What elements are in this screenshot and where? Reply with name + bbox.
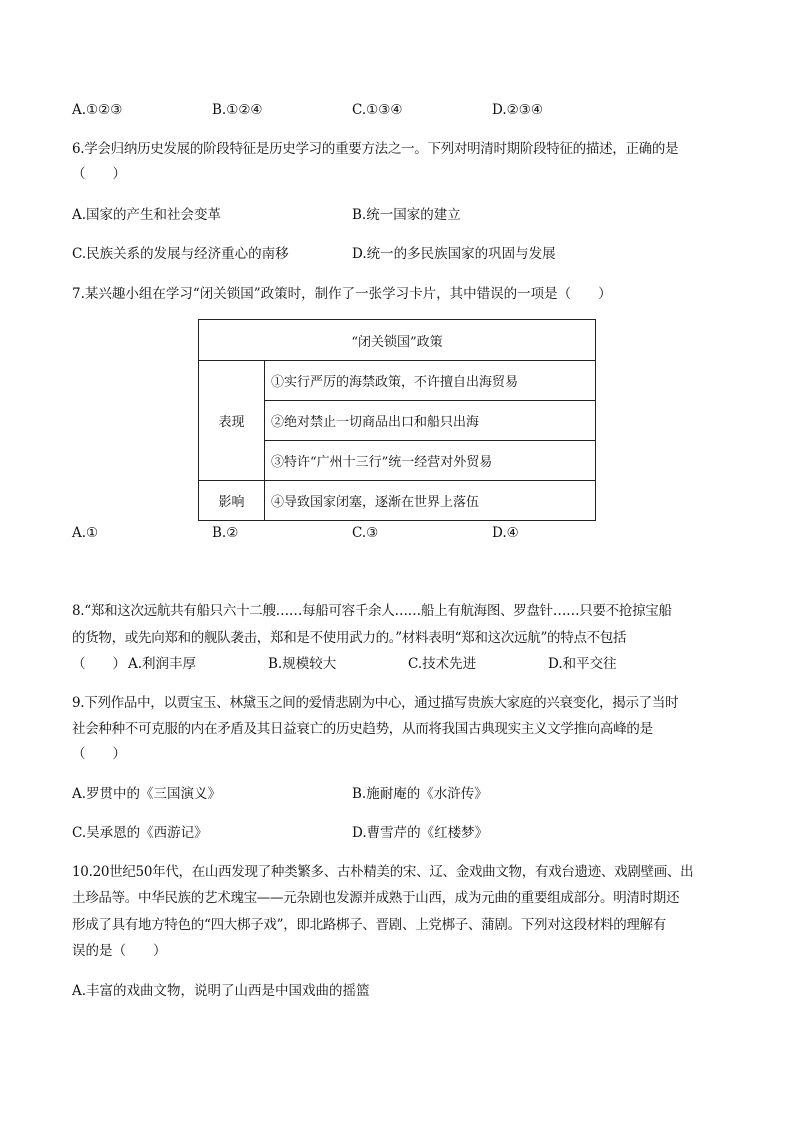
q8-option-b: B.规模较大	[268, 656, 337, 672]
study-card-table	[198, 319, 596, 521]
q9-option-b: B.施耐庵的《水浒传》	[352, 786, 488, 802]
q7-stem: 7.某兴趣小组在学习“闭关锁国”政策时，制作了一张学习卡片，其中错误的一项是（ ）	[72, 286, 612, 302]
q8-option-a: A.利润丰厚	[128, 656, 197, 672]
q9-paren: （ ）	[72, 746, 126, 762]
q9-line-2: 社会种种不可克服的内在矛盾及其日益衰亡的历史趋势，从而将我国古典现实主义文学推向高峰的是	[72, 721, 653, 737]
q7-option-b: B.②	[212, 525, 239, 541]
q6-option-a: A.国家的产生和社会变革	[72, 207, 222, 223]
card-row-2: ②绝对禁止一切商品出口和船只出海	[265, 401, 596, 441]
q6-paren: （ ）	[72, 166, 126, 182]
q5-option-d: D.②③④	[492, 102, 543, 118]
study-card-title: “闭关锁国”政策	[199, 320, 596, 361]
q9-option-c: C.吴承恩的《西游记》	[72, 825, 208, 841]
q10-line-2: 土珍品等。中华民族的艺术瑰宝——元杂剧也发源并成熟于山西，成为元曲的重要组成部分。明清时期还	[72, 890, 680, 906]
q8-option-c: C.技术先进	[408, 656, 477, 672]
q7-option-d: D.④	[492, 525, 519, 541]
label-yingxiang: 影响	[199, 481, 265, 521]
q8-line-1: 8.“郑和这次远航共有船只六十二艘……每船可容千余人……船上有航海图、罗盘针……只要不抢掠宝船	[72, 603, 672, 619]
q7-option-c: C.③	[352, 525, 379, 541]
q5-option-a: A.①②③	[72, 102, 123, 118]
q10-line-1: 10.20世纪50年代，在山西发现了种类繁多、古朴精美的宋、辽、金戏曲文物，有戏台遗迹、戏剧壁画、出	[72, 864, 694, 880]
card-row-3: ③特许“广州十三行”统一经营对外贸易	[265, 441, 596, 481]
q5-option-c: C.①③④	[352, 102, 403, 118]
card-row-1: ①实行严厉的海禁政策，不许擅自出海贸易	[265, 361, 596, 401]
q9-line-1: 9.下列作品中，以贾宝玉、林黛玉之间的爱情悲剧为中心，通过描写贵族大家庭的兴衰变化，揭示了当时	[72, 695, 679, 711]
q6-option-d: D.统一的多民族国家的巩固与发展	[352, 246, 556, 262]
q10-line-4: 误的是（ ）	[72, 943, 167, 959]
q6-option-c: C.民族关系的发展与经济重心的南移	[72, 246, 289, 262]
q9-option-d: D.曹雪芹的《红楼梦》	[352, 825, 489, 841]
q9-option-a: A.罗贯中的《三国演义》	[72, 786, 222, 802]
card-row-4: ④导致国家闭塞，逐渐在世界上落伍	[265, 481, 596, 521]
q8-paren: （ ）	[72, 656, 126, 672]
label-biaoxian: 表现	[199, 361, 265, 481]
q6-option-b: B.统一国家的建立	[352, 207, 461, 223]
q8-line-2: 的货物，或先向郑和的舰队袭击，郑和是不使用武力的。”材料表明“郑和这次远航”的特点不包括	[72, 630, 627, 646]
q10-option-a: A.丰富的戏曲文物，说明了山西是中国戏曲的摇篮	[72, 983, 370, 999]
q6-stem: 6.学会归纳历史发展的阶段特征是历史学习的重要方法之一。下列对明清时期阶段特征的描述，正确的是	[72, 141, 679, 157]
q8-option-d: D.和平交往	[548, 656, 617, 672]
q7-option-a: A.①	[72, 525, 99, 541]
q5-option-b: B.①②④	[212, 102, 263, 118]
q10-line-3: 形成了具有地方特色的“四大梆子戏”，即北路梆子、晋剧、上党梆子、蒲剧。下列对这段材料的理解有	[72, 917, 667, 933]
